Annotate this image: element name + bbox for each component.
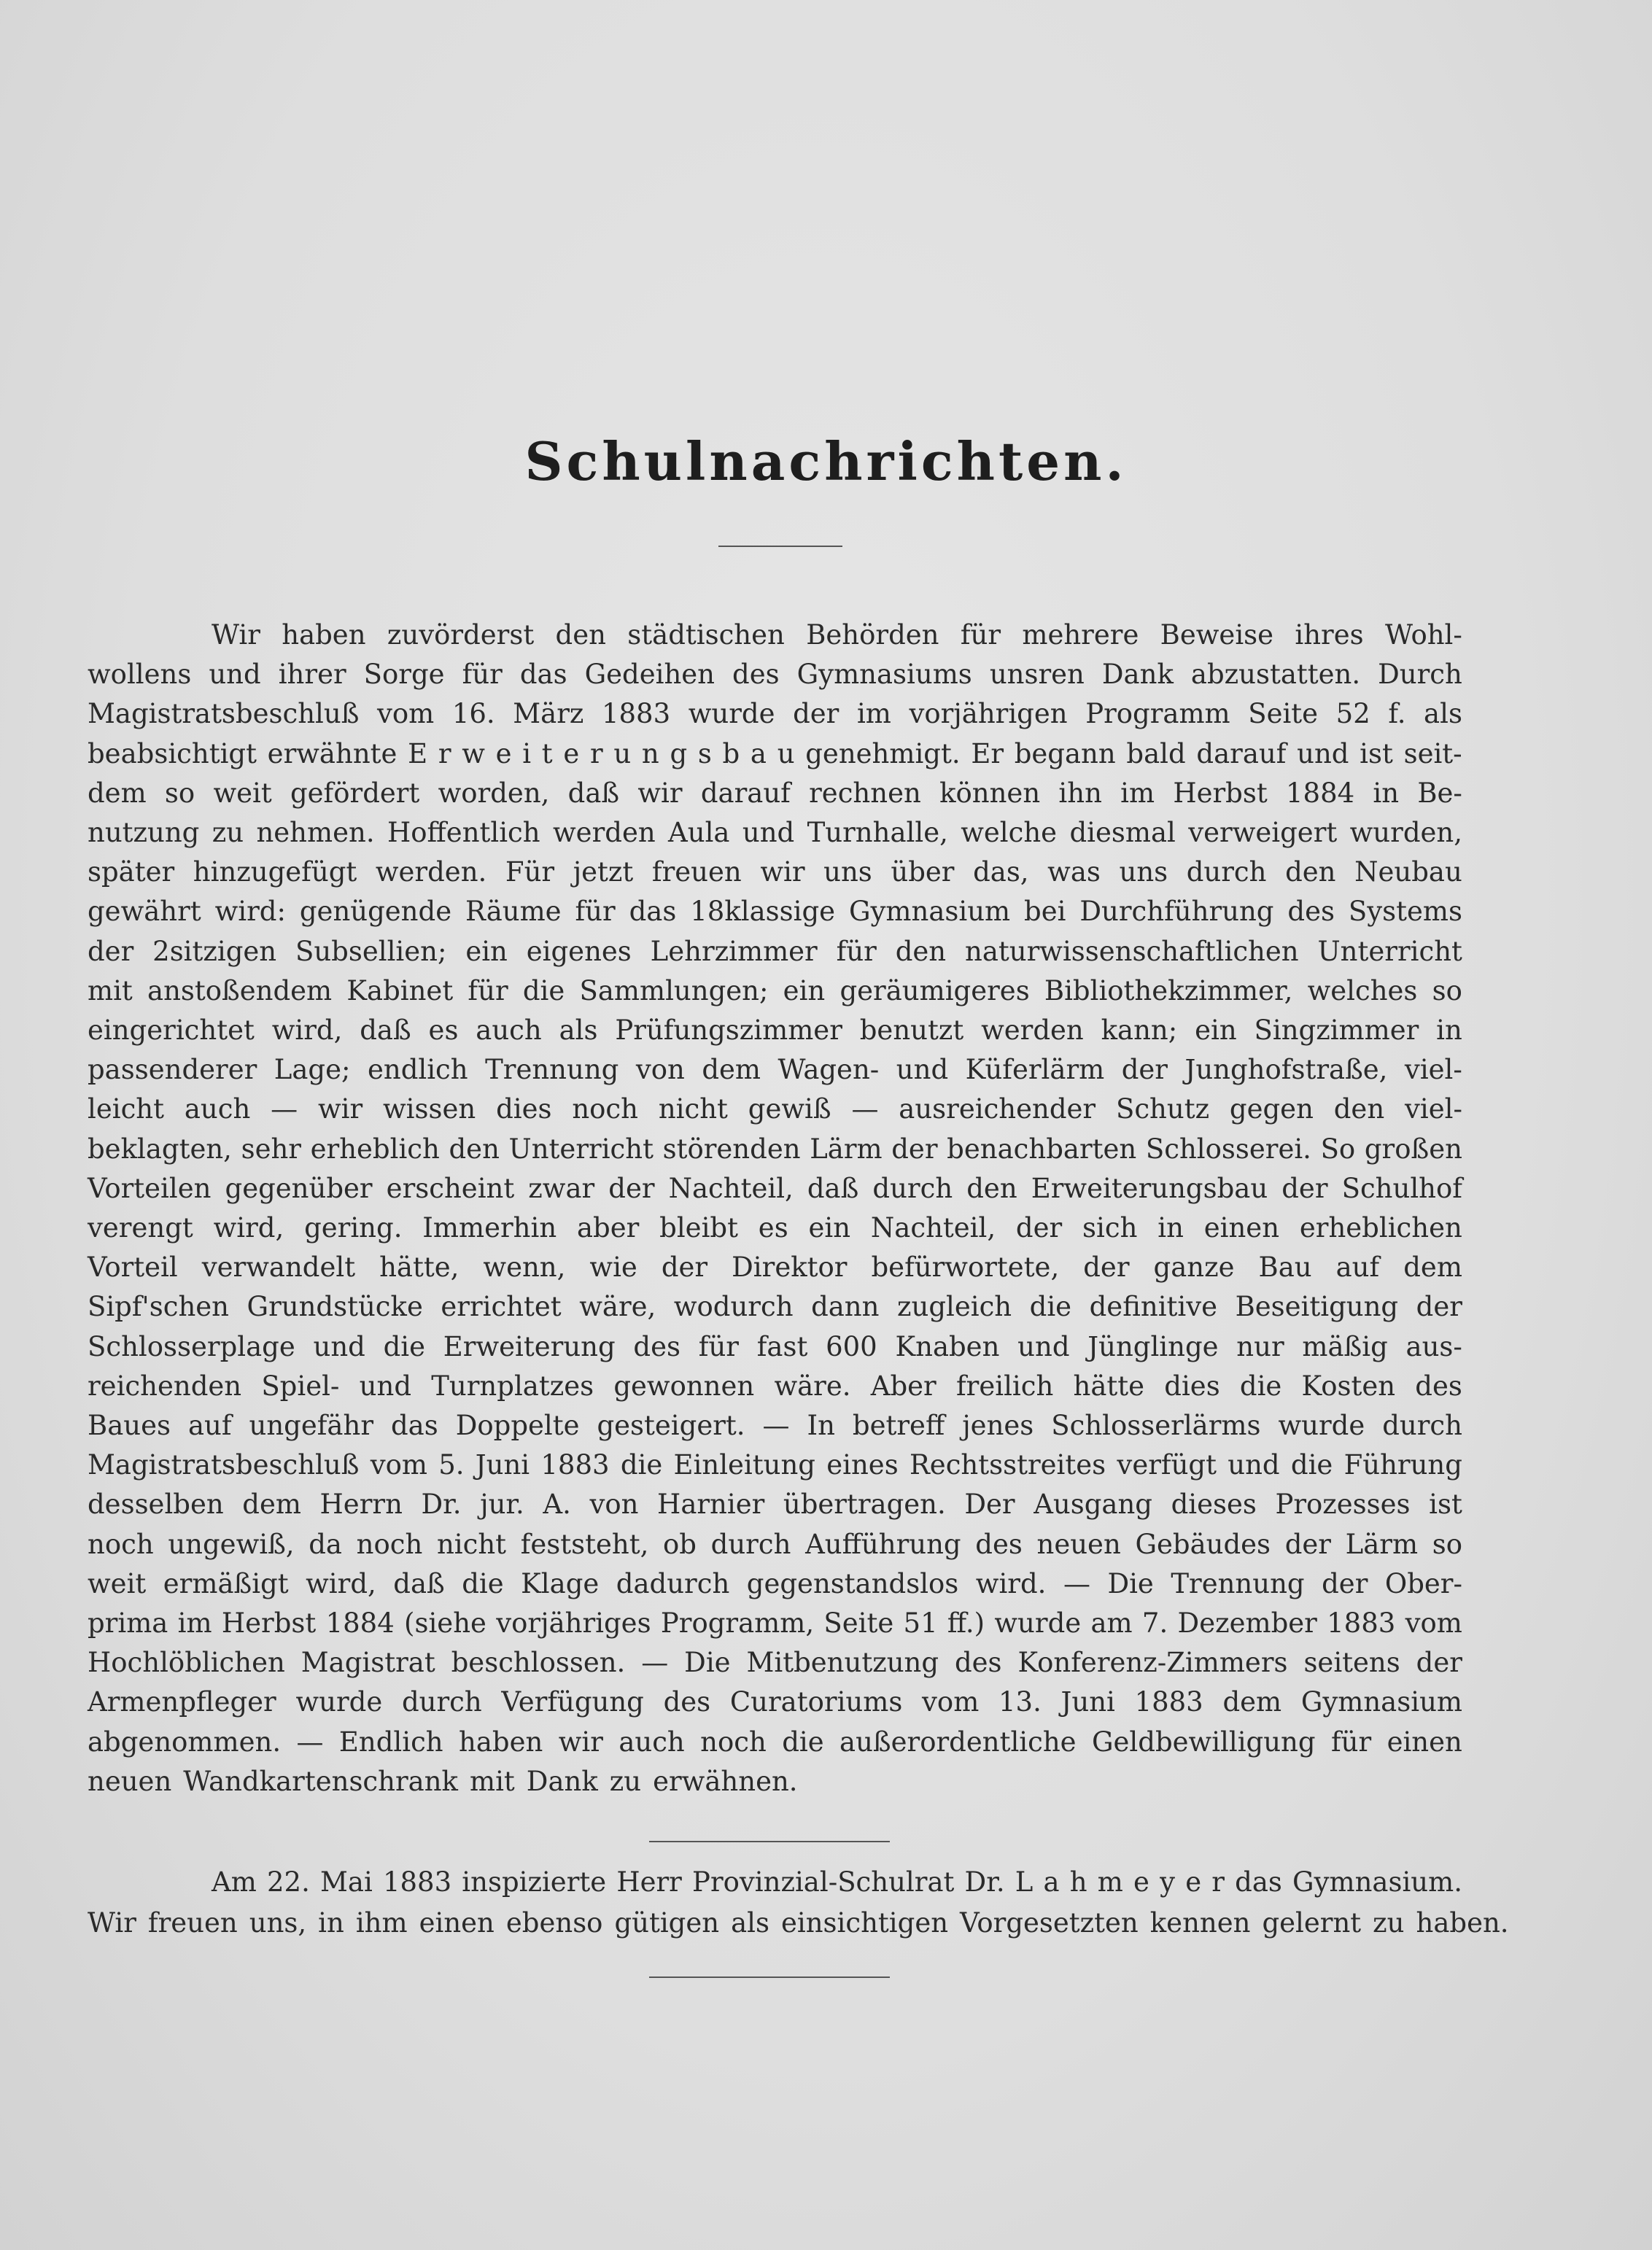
text-line: Wir freuen uns, in ihm einen ebenso gütigen als einsichtigen Vorgesetzten kennen gelernt zu haben. [88,1907,1509,1939]
text-line: gewährt wird: genügende Räume für das 18klassige Gymnasium bei Durchführung des Systems [88,896,1462,928]
text-line: mit anstoßendem Kabinet für die Sammlungen; ein geräumigeres Bibliothekzimmer, welches so [88,974,1462,1006]
text-line: wollens und ihrer Sorge für das Gedeihen des Gymnasiums unsren Dank abzustatten. Durch [88,659,1462,691]
text-line: Vorteilen gegenüber erscheint zwar der Nachteil, daß durch den Erweiterungsbau der Schulhof [88,1172,1462,1204]
text-line: prima im Herbst 1884 (siehe vorjähriges Programm, Seite 51 ff.) wurde am 7. Dezember 1883 vom [88,1607,1462,1639]
text-line: Hochlöblichen Magistrat beschlossen. — Die Mitbenutzung des Konferenz-Zimmers seitens der [88,1647,1462,1679]
text-line: beklagten, sehr erheblich den Unterricht störenden Lärm der benachbarten Schlosserei. So großen [88,1133,1462,1165]
section-divider [649,1841,890,1842]
page-title: Schulnachrichten. [524,430,1128,492]
text-line: desselben dem Herrn Dr. jur. A. von Harnier übertragen. Der Ausgang dieses Prozesses ist [88,1489,1462,1521]
text-line: der 2sitzigen Subsellien; ein eigenes Lehrzimmer für den naturwissenschaftlichen Unterricht [88,935,1462,967]
text-line: weit ermäßigt wird, daß die Klage dadurch gegenstandslos wird. — Die Trennung der Ober- [88,1567,1462,1599]
text-line: Wir haben zuvörderst den städtischen Behörden für mehrere Beweise ihres Wohl- [212,619,1462,651]
text-line: passenderer Lage; endlich Trennung von dem Wagen- und Küferlärm der Junghofstraße, viel- [88,1054,1462,1086]
title-divider [718,546,842,547]
text-line: reichenden Spiel- und Turnplatzes gewonnen wäre. Aber freilich hätte dies die Kosten des [88,1370,1462,1402]
text-line: Vorteil verwandelt hätte, wenn, wie der Direktor befürwortete, der ganze Bau auf dem [88,1252,1462,1284]
text-line: nutzung zu nehmen. Hoffentlich werden Aula und Turnhalle, welche diesmal verweigert wurden, [88,817,1462,848]
text-line: Am 22. Mai 1883 inspizierte Herr Provinzial-Schulrat Dr. L a h m e y e r das Gymnasium. [212,1866,1462,1898]
text-line: Schlosserplage und die Erweiterung des für fast 600 Knaben und Jünglinge nur mäßig aus- [88,1330,1462,1362]
text-line: Sipf'schen Grundstücke errichtet wäre, wodurch dann zugleich die definitive Beseitigung der [88,1291,1462,1323]
text-line: beabsichtigt erwähnte E r w e i t e r u n g s b a u genehmigt. Er begann bald darauf und ist seit- [88,737,1462,769]
text-line: leicht auch — wir wissen dies noch nicht gewiß — ausreichender Schutz gegen den viel- [88,1093,1462,1125]
end-divider [649,1976,890,1978]
text-line: Armenpfleger wurde durch Verfügung des Curatoriums vom 13. Juni 1883 dem Gymnasium [88,1686,1462,1718]
text-line: später hinzugefügt werden. Für jetzt freuen wir uns über das, was uns durch den Neubau [88,856,1462,888]
text-line: abgenommen. — Endlich haben wir auch noch die außerordentliche Geldbewilligung für einen [88,1726,1462,1758]
text-line: eingerichtet wird, daß es auch als Prüfungszimmer benutzt werden kann; ein Singzimmer in [88,1015,1462,1046]
text-line: neuen Wandkartenschrank mit Dank zu erwähnen. [88,1765,798,1797]
text-line: Baues auf ungefähr das Doppelte gesteigert. — In betreff jenes Schlosserlärms wurde durch [88,1410,1462,1441]
text-line: verengt wird, gering. Immerhin aber bleibt es ein Nachteil, der sich in einen erheblichen [88,1212,1462,1244]
text-line: Magistratsbeschluß vom 5. Juni 1883 die Einleitung eines Rechtsstreites verfügt und die Führung [88,1449,1462,1481]
text-line: Magistratsbeschluß vom 16. März 1883 wurde der im vorjährigen Programm Seite 52 f. als [88,698,1462,730]
text-line: dem so weit gefördert worden, daß wir darauf rechnen können ihn im Herbst 1884 in Be- [88,777,1462,809]
text-line: noch ungewiß, da noch nicht feststeht, ob durch Aufführung des neuen Gebäudes der Lärm so [88,1528,1462,1560]
